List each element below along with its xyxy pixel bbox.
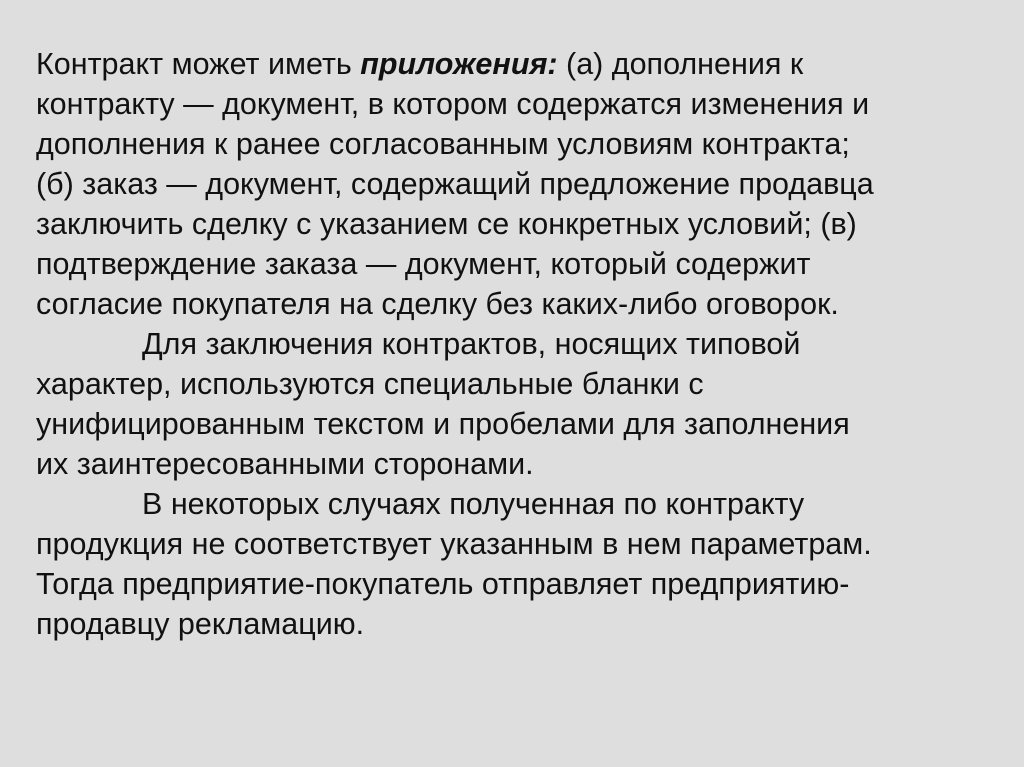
text-line <box>36 44 1006 84</box>
text-line: Тогда предприятие-покупатель отправляет предприятию- <box>36 567 850 601</box>
paragraph-appendices <box>36 44 1006 324</box>
emphasized-term: приложения: <box>360 47 558 81</box>
text-line: Для заключения контрактов, носящих типовой <box>142 327 801 361</box>
text-line: их заинтересованными сторонами. <box>36 447 534 481</box>
text-line: подтверждение заказа — документ, который содержит <box>36 247 811 281</box>
text-line: согласие покупателя на сделку без каких-либо оговорок. <box>36 287 839 321</box>
text-fragment: Контракт может иметь <box>36 47 361 81</box>
paragraph-claims <box>36 484 1006 644</box>
text-line: В некоторых случаях полученная по контракту <box>142 487 805 521</box>
text-line: заключить сделку с указанием се конкретных условий; (в) <box>36 207 857 241</box>
text-line: дополнения к ранее согласованным условиям контракта; <box>36 127 850 161</box>
text-line: характер, используются специальные бланки с <box>36 367 704 401</box>
text-fragment: (а) дополнения к <box>557 47 804 81</box>
text-line: (б) заказ — документ, содержащий предложение продавца <box>36 167 874 201</box>
text-line: контракту — документ, в котором содержатся изменения и <box>36 87 870 121</box>
text-line: продукция не соответствует указанным в нем параметрам. <box>36 527 872 561</box>
paragraph-standard-forms <box>36 324 1006 484</box>
slide-text-body <box>36 44 1006 644</box>
text-line: продавцу рекламацию. <box>36 607 365 641</box>
text-line: унифицированным текстом и пробелами для заполнения <box>36 407 850 441</box>
